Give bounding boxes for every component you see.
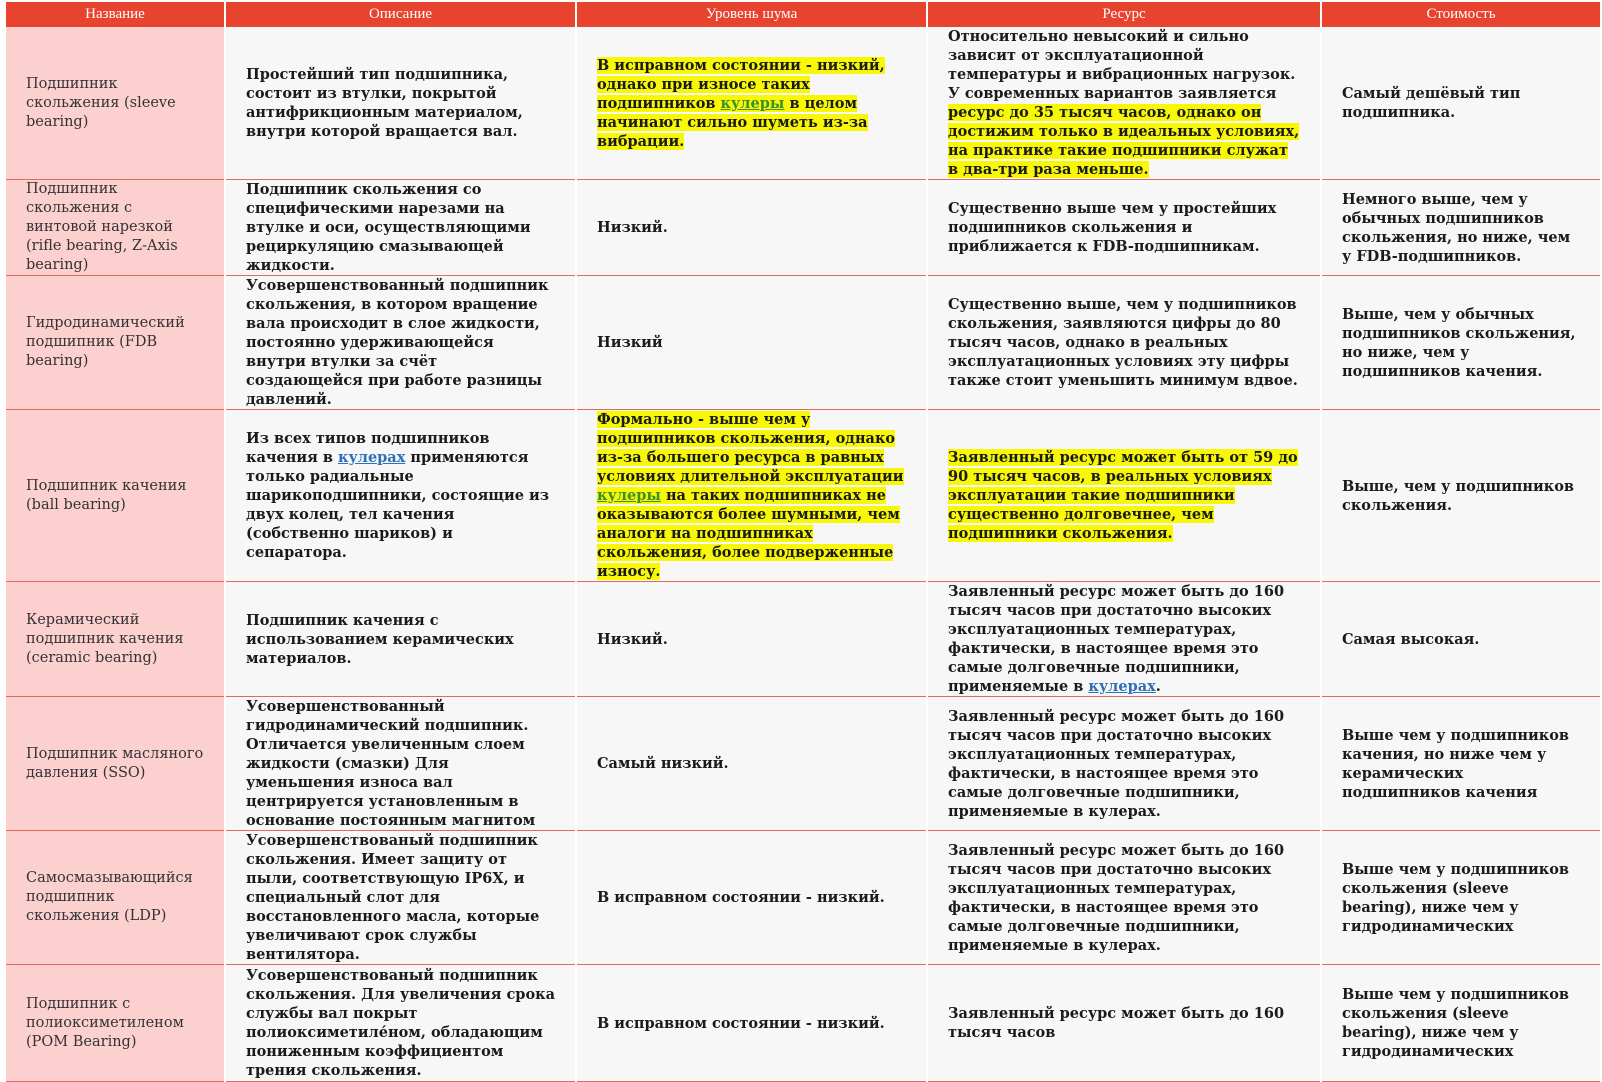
description-cell: Усовершенствованый подшипник скольжения. Для увеличения срока службы вал покрыт полиоксиметиле́ном, обладающим пониженным коэффициентом трения скольжения. (226, 965, 575, 1082)
resource-text: Относительно невысокий и сильно зависит от эксплуатационной температуры и вибрационных нагрузок. У современных вариантов заявляется (948, 28, 1296, 102)
bearing-comparison-table (4, 2, 1602, 1082)
noise-cell: В исправном состоянии - низкий. (577, 831, 926, 965)
noise-text: на таких подшипниках не оказываются более шумными, чем аналоги на подшипниках скольжения, более подверженные износу. (597, 487, 900, 580)
description-cell (226, 410, 575, 582)
resource-cell: Существенно выше, чем у подшипников скольжения, заявляются цифры до 80 тысяч часов, однако в реальных эксплуатационных условиях эту цифры также стоит уменьшить минимум вдвое. (928, 276, 1320, 410)
cost-cell: Выше чем у подшипников качения, но ниже чем у керамических подшипников качения (1322, 697, 1600, 831)
resource-text: Заявленный ресурс может быть до 160 тысяч часов при достаточно высоких эксплуатационных температурах, фактически, в настоящее время это самые долговечные подшипники, применяемые в (948, 583, 1285, 695)
description-cell: Подшипник качения с использованием керамических материалов. (226, 582, 575, 697)
description-text: применяются только радиальные шарикоподшипники, состоящие из двух колец, тел качения (собственно шариков) и сепаратора. (246, 449, 550, 561)
table-row (6, 276, 1600, 410)
table-row (6, 831, 1600, 965)
noise-cell (577, 410, 926, 582)
column-header-cost: Стоимость (1322, 2, 1600, 27)
description-cell: Простейший тип подшипника, состоит из втулки, покрытой антифрикционным материалом, внутри которой вращается вал. (226, 27, 575, 180)
description-cell: Усовершенствованный подшипник скольжения, в котором вращение вала происходит в слое жидкости, постоянно удерживающейся внутри втулки за счёт создающейся при работе разницы давлений. (226, 276, 575, 410)
table-row (6, 410, 1600, 582)
cost-cell: Выше, чем у обычных подшипников скольжения, но ниже, чем у подшипников качения. (1322, 276, 1600, 410)
bearing-name-cell: Самосмазывающийся подшипник скольжения (LDP) (6, 831, 224, 965)
column-header-resource: Ресурс (928, 2, 1320, 27)
header-row (6, 2, 1600, 27)
bearing-name-cell: Подшипник качения (ball bearing) (6, 410, 224, 582)
coolers-link[interactable]: кулеры (597, 487, 661, 504)
column-header-name: Название (6, 2, 224, 27)
resource-cell: Заявленный ресурс может быть до 160 тысяч часов при достаточно высоких эксплуатационных температурах, фактически, в настоящее время это самые долговечные подшипники, применяемые в кулерах. (928, 697, 1320, 831)
noise-text: В исправном состоянии - низкий, однако при износе таких подшипников (597, 56, 885, 112)
table-row (6, 965, 1600, 1082)
resource-cell (928, 582, 1320, 697)
column-header-noise: Уровень шума (577, 2, 926, 27)
noise-cell: Самый низкий. (577, 697, 926, 831)
noise-cell: Низкий (577, 276, 926, 410)
resource-cell: Заявленный ресурс может быть до 160 тысяч часов при достаточно высоких эксплуатационных температурах, фактически, в настоящее время это самые долговечные подшипники, применяемые в кулерах. (928, 831, 1320, 965)
cost-cell: Самый дешёвый тип подшипника. (1322, 27, 1600, 180)
highlighted-text: ресурс до 35 тысяч часов, однако он достижим только в идеальных условиях, на практике такие подшипники служат в два-три раза меньше. (948, 104, 1300, 178)
resource-text: . (1155, 678, 1161, 695)
highlighted-text (597, 57, 885, 150)
coolers-link[interactable]: кулерах (1088, 678, 1156, 695)
column-header-description: Описание (226, 2, 575, 27)
cost-cell: Немного выше, чем у обычных подшипников скольжения, но ниже, чем у FDB-подшипников. (1322, 180, 1600, 276)
table-row (6, 697, 1600, 831)
coolers-link[interactable]: кулеры (720, 94, 785, 112)
resource-cell: Заявленный ресурс может быть до 160 тысяч часов (928, 965, 1320, 1082)
cost-cell: Самая высокая. (1322, 582, 1600, 697)
table-row (6, 582, 1600, 697)
noise-cell (577, 27, 926, 180)
noise-cell: Низкий. (577, 180, 926, 276)
bearing-name-cell: Подшипник скольжения с винтовой нарезкой (rifle bearing, Z-Axis bearing) (6, 180, 224, 276)
description-cell: Усовершенствованый подшипник скольжения. Имеет защиту от пыли, соответствующую IP6X, и специальный слот для восстановленного масла, которые увеличивают срок службы вентилятора. (226, 831, 575, 965)
resource-cell (928, 27, 1320, 180)
highlighted-text (597, 411, 904, 580)
table-row (6, 27, 1600, 180)
resource-cell: Существенно выше чем у простейших подшипников скольжения и приближается к FDB-подшипникам. (928, 180, 1320, 276)
bearing-name-cell: Подшипник с полиоксиметиленом (POM Bearing) (6, 965, 224, 1082)
noise-text: Формально - выше чем у подшипников скольжения, однако из-за большего ресурса в равных условиях длительной эксплуатации (597, 411, 904, 485)
resource-cell (928, 410, 1320, 582)
bearing-name-cell: Керамический подшипник качения (ceramic bearing) (6, 582, 224, 697)
cost-cell: Выше чем у подшипников скольжения (sleeve bearing), ниже чем у гидродинамических (1322, 965, 1600, 1082)
cost-cell: Выше, чем у подшипников скольжения. (1322, 410, 1600, 582)
description-text: Из всех типов подшипников качения в (246, 430, 490, 466)
highlighted-text: Заявленный ресурс может быть от 59 до 90 тысяч часов, в реальных условиях эксплуатации такие подшипники существенно долговечнее, чем подшипники скольжения. (948, 449, 1298, 542)
bearing-name-cell: Подшипник скольжения (sleeve bearing) (6, 27, 224, 180)
cost-cell: Выше чем у подшипников скольжения (sleeve bearing), ниже чем у гидродинамических (1322, 831, 1600, 965)
description-cell: Усовершенствованный гидродинамический подшипник. Отличается увеличенным слоем жидкости (смазки) Для уменьшения износа вал центрируется установленным в основание постоянным магнитом (226, 697, 575, 831)
bearing-name-cell: Подшипник масляного давления (SSO) (6, 697, 224, 831)
description-cell: Подшипник скольжения со специфическими нарезами на втулке и оси, осуществляющими рециркуляцию смазывающей жидкости. (226, 180, 575, 276)
coolers-link[interactable]: кулерах (337, 449, 406, 466)
bearing-name-cell: Гидродинамический подшипник (FDB bearing) (6, 276, 224, 410)
noise-cell: Низкий. (577, 582, 926, 697)
table-row (6, 180, 1600, 276)
noise-text: в целом начинают сильно шуметь из-за вибрации. (597, 94, 868, 150)
noise-cell: В исправном состоянии - низкий. (577, 965, 926, 1082)
